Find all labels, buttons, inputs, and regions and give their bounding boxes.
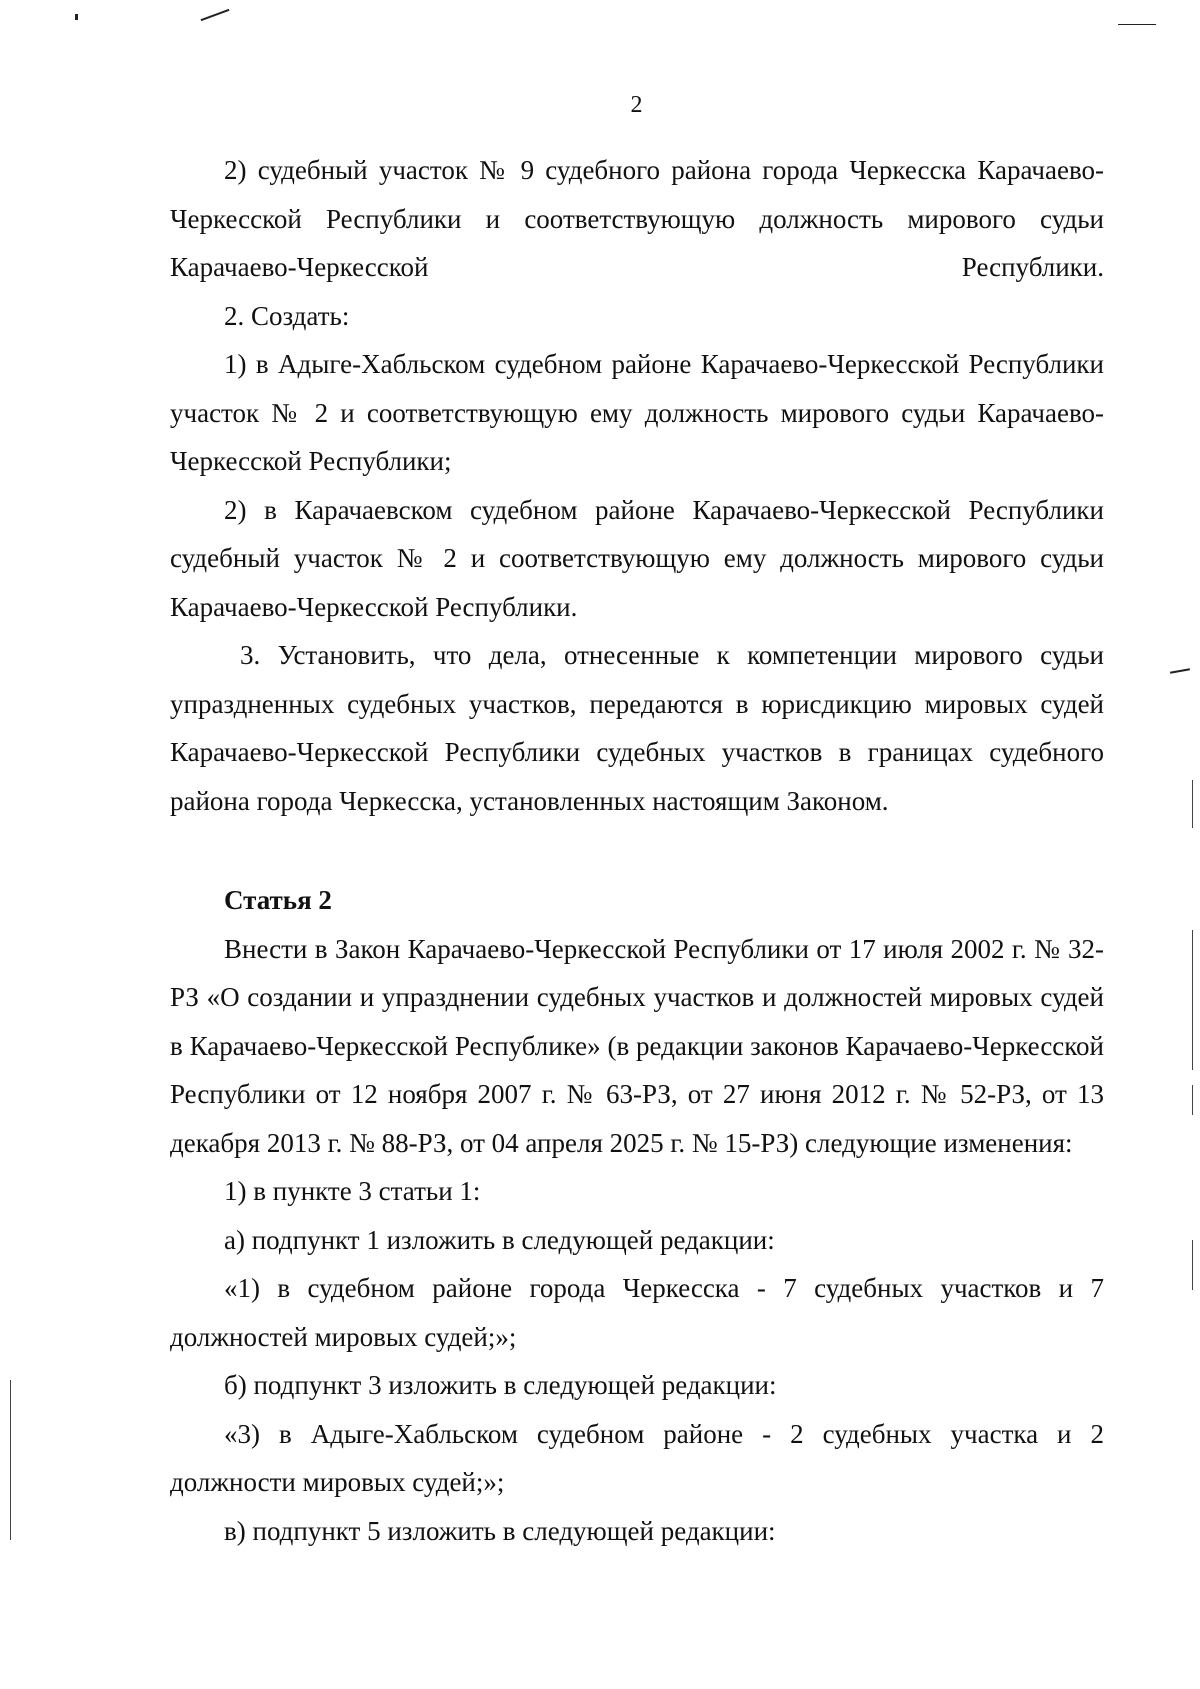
paragraph-article-2-intro: Внести в Закон Карачаево-Черкесской Республики от 17 июля 2002 г. № 32-РЗ «О создании и упразднении судебных участков и должностей мировых судей в Карачаево-Черкесской Республике» (в редакции законов Карачаево-Черкесской Республики от 12 ноября 2007 г. № 63-РЗ, от 27 июня 2012 г. № 52-РЗ, от 13 декабря 2013 г. № 88-РЗ, от 04 апреля 2025 г. № 15-РЗ) следующие изменения: [170,933,1104,1158]
scan-edge-line [1192,780,1193,828]
paragraph-amend-a-text: «1) в судебном районе города Черкесска - 7 судебных участков и 7 должностей мировых судей;»; [170,1273,1104,1352]
scan-edge-line [1192,1085,1193,1115]
paragraph-item-3: 3. Установить, что дела, отнесенные к компетенции мирового судьи упраздненных судебных участков, передаются в юрисдикцию мировых судей Карачаево-Черкесской Республики судебных участков в границах судебного района города Черкесска, установленных настоящим Законом. [170,640,1104,816]
paragraph-amend-item-1: 1) в пункте 3 статьи 1: [224,1176,481,1206]
scan-mark [201,9,230,21]
scan-edge-line [1192,930,1193,1070]
article-heading: Статья 2 [224,885,332,915]
scan-edge-line [1192,1240,1193,1290]
page-number: 2 [630,92,643,118]
paragraph-amend-b: б) подпункт 3 изложить в следующей редакции: [224,1370,777,1400]
paragraph-subitem-2-abolish: 2) судебный участок № 9 судебного района города Черкесска Карачаево-Черкесской Республики и соответствующую должность мирового судьи Карачаево-Черкесской Республики. [170,155,1104,282]
scan-mark [75,14,78,20]
body-text-top [170,146,1104,825]
paragraph-create-subitem-1: 1) в Адыге-Хабльском судебном районе Карачаево-Черкесской Республики участок № 2 и соответствующую ему должность мирового судьи Карачаево-Черкесской Республики; [170,349,1104,476]
paragraph-amend-c: в) подпункт 5 изложить в следующей редакции: [224,1515,776,1546]
body-text-bottom [170,876,1104,1555]
paragraph-create-subitem-2: 2) в Карачаевском судебном районе Карачаево-Черкесской Республики судебный участок № 2 и соответствующую ему должность мирового судьи Карачаево-Черкесской Республики. [170,494,1104,622]
scan-edge-line [10,1380,11,1540]
scan-mark [1170,668,1190,673]
scan-mark [1118,24,1156,25]
paragraph-amend-b-text: «3) в Адыге-Хабльском судебном районе - 2 судебных участка и 2 должности мировых судей;»; [170,1418,1104,1497]
paragraph-amend-a: а) подпункт 1 изложить в следующей редакции: [224,1224,775,1255]
paragraph-item-2-create: 2. Создать: [224,300,350,331]
